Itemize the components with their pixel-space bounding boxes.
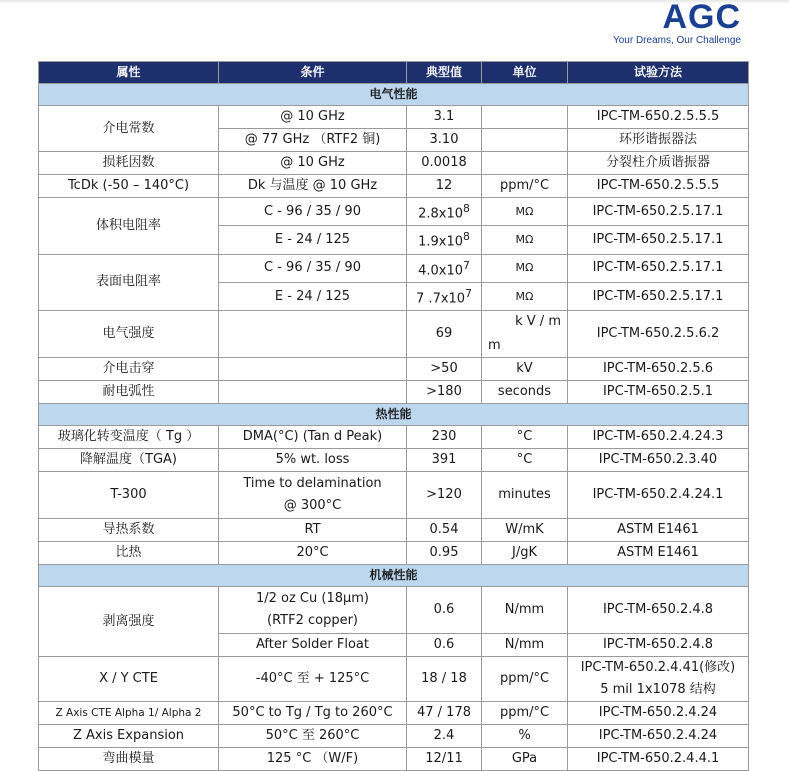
header-typical-value: 典型值: [407, 62, 482, 84]
table-row: [39, 198, 749, 226]
method-cell: 环形谐振器法: [568, 129, 749, 152]
value-cell: 18 / 18: [407, 657, 482, 702]
condition-cell: [219, 472, 407, 519]
value-cell: >50: [407, 358, 482, 381]
header-property: 属性: [39, 62, 219, 84]
method-cell: ASTM E1461: [568, 542, 749, 565]
unit-cell: ppm/°C: [482, 702, 568, 725]
value-cell: >120: [407, 472, 482, 519]
method-cell: IPC-TM-650.2.3.40: [568, 449, 749, 472]
logo-tagline: Your Dreams, Our Challenge: [612, 35, 741, 46]
method-cell: IPC-TM-650.2.4.4.1: [568, 748, 749, 771]
table-header-row: [39, 62, 749, 84]
table-row: [39, 106, 749, 129]
unit-cell: J/gK: [482, 542, 568, 565]
section-title-mechanical: 机械性能: [39, 565, 749, 587]
table-row: [39, 519, 749, 542]
table-row: [39, 358, 749, 381]
condition-cell: C - 96 / 35 / 90: [219, 198, 407, 226]
property-cell: 介电击穿: [39, 358, 219, 381]
table-row: [39, 254, 749, 282]
condition-cell: 125 °C （W/F): [219, 748, 407, 771]
unit-cell: MΩ: [482, 282, 568, 310]
unit-cell: GPa: [482, 748, 568, 771]
condition-cell: [219, 311, 407, 358]
value-cell: [407, 226, 482, 254]
condition-line-2: (RTF2 copper): [267, 613, 358, 629]
header-unit: 单位: [482, 62, 568, 84]
condition-cell: 20°C: [219, 542, 407, 565]
property-cell: 介电常数: [39, 106, 219, 152]
method-cell: IPC-TM-650.2.4.24.3: [568, 426, 749, 449]
unit-cell: °C: [482, 449, 568, 472]
method-line-2: 5 mil 1x1078 结构: [600, 682, 716, 698]
value-base: 2.8x10: [418, 206, 464, 222]
method-cell: IPC-TM-650.2.5.6.2: [568, 311, 749, 358]
table-row: [39, 449, 749, 472]
unit-cell: [482, 106, 568, 129]
table-row: [39, 657, 749, 702]
value-cell: 69: [407, 311, 482, 358]
property-cell: Z Axis CTE Alpha 1/ Alpha 2: [39, 702, 219, 725]
header-test-method: 试验方法: [568, 62, 749, 84]
condition-cell: E - 24 / 125: [219, 282, 407, 310]
method-cell: IPC-TM-650.2.5.1: [568, 381, 749, 404]
condition-cell: 5% wt. loss: [219, 449, 407, 472]
table-row: [39, 587, 749, 634]
table-row: [39, 702, 749, 725]
value-exponent: 7: [465, 286, 472, 300]
value-cell: >180: [407, 381, 482, 404]
table-row: [39, 426, 749, 449]
value-cell: 391: [407, 449, 482, 472]
value-cell: 0.95: [407, 542, 482, 565]
section-row-mechanical: [39, 565, 749, 587]
method-line-1: IPC-TM-650.2.4.41(修改): [580, 660, 736, 676]
property-cell: 降解温度（TGA): [39, 449, 219, 472]
property-cell: 比热: [39, 542, 219, 565]
condition-cell: [219, 358, 407, 381]
table-row: [39, 175, 749, 198]
section-row-thermal: [39, 404, 749, 426]
unit-cell: kV: [482, 358, 568, 381]
condition-cell: DMA(°C) (Tan d Peak): [219, 426, 407, 449]
method-cell: IPC-TM-650.2.5.17.1: [568, 226, 749, 254]
table-row: [39, 152, 749, 175]
method-cell: IPC-TM-650.2.5.17.1: [568, 254, 749, 282]
value-exponent: 8: [463, 230, 470, 244]
condition-line-2: @ 300°C: [283, 498, 342, 514]
method-cell: IPC-TM-650.2.4.8: [568, 587, 749, 634]
section-row-electrical: [39, 84, 749, 106]
property-cell: 损耗因数: [39, 152, 219, 175]
value-cell: [407, 254, 482, 282]
method-cell: IPC-TM-650.2.4.24: [568, 725, 749, 748]
logo-wordmark: AGC: [662, 0, 741, 36]
method-cell: ASTM E1461: [568, 519, 749, 542]
properties-table: [38, 61, 749, 771]
unit-cell: MΩ: [482, 198, 568, 226]
unit-cell: W/mK: [482, 519, 568, 542]
condition-line-1: 1/2 oz Cu (18µm): [255, 591, 370, 607]
condition-cell: -40°C 至 + 125°C: [219, 657, 407, 702]
method-cell: IPC-TM-650.2.4.24.1: [568, 472, 749, 519]
unit-cell: MΩ: [482, 254, 568, 282]
value-exponent: 8: [463, 202, 470, 215]
unit-cell: %: [482, 725, 568, 748]
method-cell: 分裂柱介质谐振器: [568, 152, 749, 175]
property-cell: 导热系数: [39, 519, 219, 542]
table-row: [39, 542, 749, 565]
value-cell: [407, 282, 482, 310]
table-row: [39, 472, 749, 519]
condition-line-1: Time to delamination: [243, 476, 382, 492]
condition-cell: 50°C 至 260°C: [219, 725, 407, 748]
unit-cell: [482, 152, 568, 175]
method-cell: IPC-TM-650.2.5.5.5: [568, 106, 749, 129]
condition-cell: [219, 587, 407, 634]
property-cell: 弯曲模量: [39, 748, 219, 771]
property-cell: X / Y CTE: [39, 657, 219, 702]
value-cell: [407, 198, 482, 226]
unit-cell: °C: [482, 426, 568, 449]
property-cell: TcDk (-50 – 140°C): [39, 175, 219, 198]
condition-cell: @ 77 GHz （RTF2 铜): [219, 129, 407, 152]
value-base: 1.9x10: [418, 234, 464, 250]
table-row: [39, 725, 749, 748]
method-cell: [568, 657, 749, 702]
condition-cell: Dk 与温度 @ 10 GHz: [219, 175, 407, 198]
condition-cell: C - 96 / 35 / 90: [219, 254, 407, 282]
property-cell: 剥离强度: [39, 587, 219, 657]
value-cell: 0.54: [407, 519, 482, 542]
value-cell: 12/11: [407, 748, 482, 771]
value-base: 4.0x10: [418, 262, 464, 278]
section-title-thermal: 热性能: [39, 404, 749, 426]
property-cell: 体积电阻率: [39, 198, 219, 255]
condition-cell: 50°C to Tg / Tg to 260°C: [219, 702, 407, 725]
property-cell: 耐电弧性: [39, 381, 219, 404]
value-cell: 0.6: [407, 587, 482, 634]
header-condition: 条件: [219, 62, 407, 84]
unit-cell: N/mm: [482, 634, 568, 657]
unit-cell: [482, 129, 568, 152]
method-cell: IPC-TM-650.2.4.8: [568, 634, 749, 657]
table-row: [39, 748, 749, 771]
unit-line-2: m: [488, 338, 501, 354]
property-cell: 电气强度: [39, 311, 219, 358]
condition-cell: RT: [219, 519, 407, 542]
property-cell: 表面电阻率: [39, 254, 219, 311]
unit-cell: MΩ: [482, 226, 568, 254]
property-cell: 玻璃化转变温度（ Tg ）: [39, 426, 219, 449]
value-exponent: 7: [463, 258, 470, 272]
value-cell: 2.4: [407, 725, 482, 748]
value-cell: 3.1: [407, 106, 482, 129]
unit-cell: ppm/°C: [482, 657, 568, 702]
unit-cell: ppm/°C: [482, 175, 568, 198]
method-cell: IPC-TM-650.2.5.6: [568, 358, 749, 381]
method-cell: IPC-TM-650.2.5.5.5: [568, 175, 749, 198]
condition-cell: [219, 381, 407, 404]
condition-cell: @ 10 GHz: [219, 152, 407, 175]
unit-cell: [482, 311, 568, 358]
table-row: [39, 311, 749, 358]
method-cell: IPC-TM-650.2.5.17.1: [568, 282, 749, 310]
value-cell: 12: [407, 175, 482, 198]
unit-cell: minutes: [482, 472, 568, 519]
method-cell: IPC-TM-650.2.4.24: [568, 702, 749, 725]
value-cell: 47 / 178: [407, 702, 482, 725]
method-cell: IPC-TM-650.2.5.17.1: [568, 198, 749, 226]
unit-cell: N/mm: [482, 587, 568, 634]
value-cell: 0.6: [407, 634, 482, 657]
unit-line-1: k V / m: [515, 314, 561, 330]
unit-cell: seconds: [482, 381, 568, 404]
section-title-electrical: 电气性能: [39, 84, 749, 106]
value-cell: 0.0018: [407, 152, 482, 175]
value-base: 7 .7x10: [416, 291, 466, 307]
value-cell: 3.10: [407, 129, 482, 152]
condition-cell: @ 10 GHz: [219, 106, 407, 129]
property-cell: T-300: [39, 472, 219, 519]
property-cell: Z Axis Expansion: [39, 725, 219, 748]
agc-logo: [613, 0, 741, 46]
table-row: [39, 381, 749, 404]
condition-cell: After Solder Float: [219, 634, 407, 657]
condition-cell: E - 24 / 125: [219, 226, 407, 254]
value-cell: 230: [407, 426, 482, 449]
